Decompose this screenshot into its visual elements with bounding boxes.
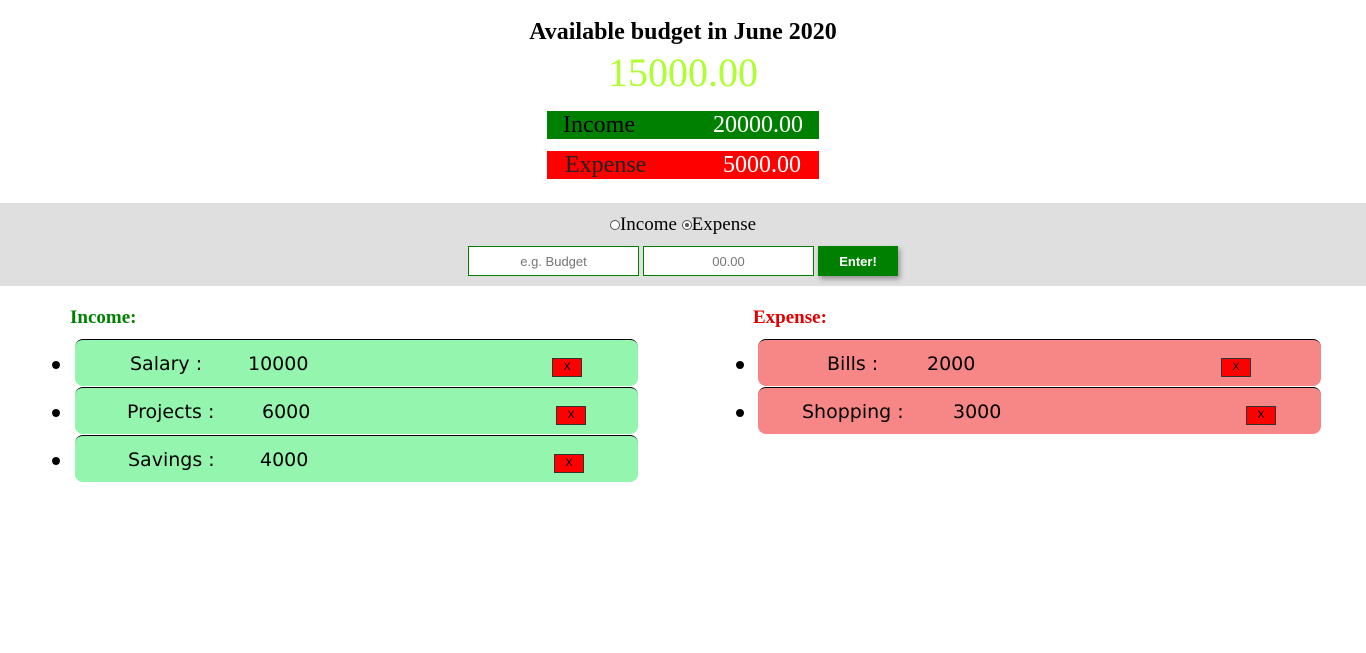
income-item-label: Projects :	[127, 401, 215, 423]
expense-item-label: Shopping :	[802, 401, 904, 423]
description-input[interactable]	[468, 246, 639, 276]
delete-button[interactable]: X	[554, 454, 584, 473]
expense-item-shopping	[758, 387, 1321, 434]
expense-item-label: Bills :	[827, 353, 879, 375]
delete-button[interactable]: X	[1221, 358, 1251, 377]
income-item-savings	[75, 435, 638, 482]
radio-expense-label[interactable]: Expense	[691, 214, 757, 235]
radio-income[interactable]	[610, 220, 620, 230]
income-item-amount: 10000	[248, 353, 309, 375]
budget-header	[0, 0, 1366, 179]
income-item-amount: 6000	[262, 401, 311, 423]
value-input[interactable]	[643, 246, 814, 276]
income-item-amount: 4000	[260, 449, 309, 471]
expense-summary	[547, 151, 819, 179]
list-bullet	[52, 457, 60, 465]
list-bullet	[52, 409, 60, 417]
delete-button[interactable]: X	[1246, 406, 1276, 425]
list-bullet	[736, 409, 744, 417]
income-summary-label: Income	[563, 111, 635, 138]
income-summary	[547, 111, 819, 139]
expense-summary-label: Expense	[565, 151, 647, 178]
expense-item-amount: 2000	[927, 353, 976, 375]
expense-item-bills	[758, 339, 1321, 386]
income-summary-value: 20000.00	[713, 111, 803, 138]
income-item-projects	[75, 387, 638, 434]
income-item-label: Savings :	[128, 449, 215, 471]
delete-button[interactable]: X	[556, 406, 586, 425]
expense-item-amount: 3000	[953, 401, 1002, 423]
expense-summary-value: 5000.00	[723, 151, 801, 178]
expense-heading: Expense:	[753, 307, 827, 328]
available-budget-value: 15000.00	[608, 50, 758, 95]
radio-expense[interactable]	[682, 220, 692, 230]
income-item-salary	[75, 339, 638, 386]
add-entry-form	[0, 203, 1366, 286]
enter-button[interactable]: Enter!	[818, 246, 898, 276]
type-radio-group	[0, 214, 1366, 236]
income-heading: Income:	[70, 307, 137, 328]
page-title: Available budget in June 2020	[529, 19, 837, 45]
list-bullet	[736, 361, 744, 369]
income-item-label: Salary :	[130, 353, 203, 375]
delete-button[interactable]: X	[552, 358, 582, 377]
radio-income-label[interactable]: Income	[619, 214, 677, 235]
list-bullet	[52, 361, 60, 369]
